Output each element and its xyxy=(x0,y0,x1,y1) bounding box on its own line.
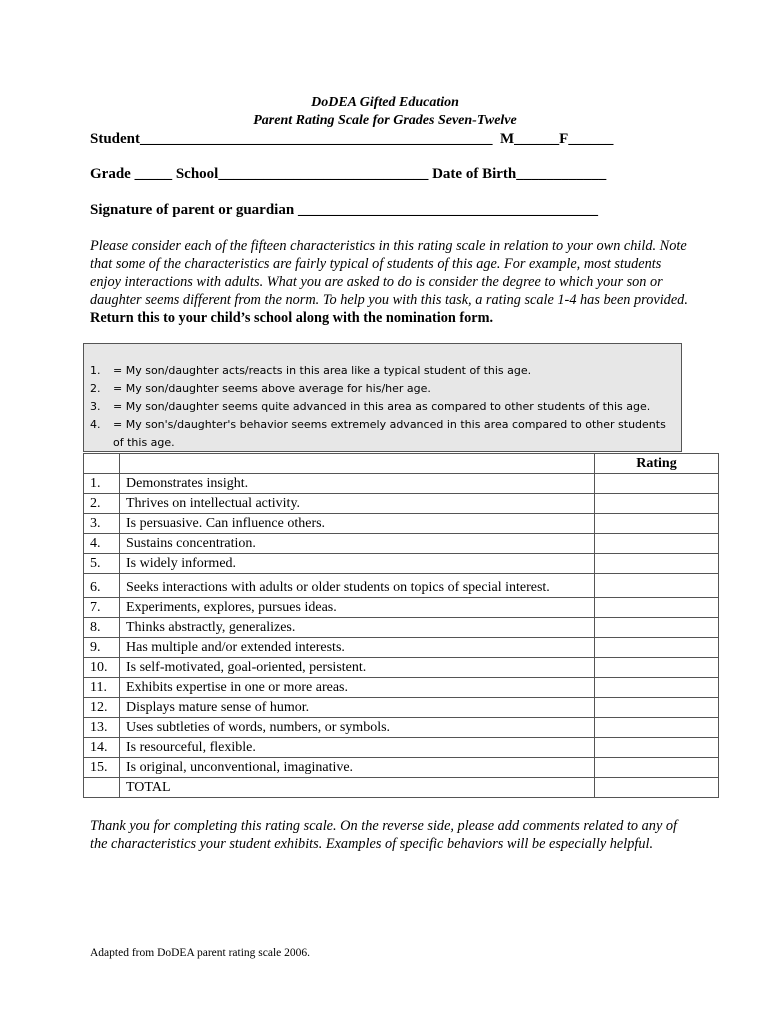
item-text: Thrives on intellectual activity. xyxy=(120,494,595,514)
item-number: 10. xyxy=(84,658,120,678)
total-label: TOTAL xyxy=(120,778,595,798)
scale-number: 3. xyxy=(90,400,101,413)
item-text: Demonstrates insight. xyxy=(120,474,595,494)
scale-number: 2. xyxy=(90,382,101,395)
item-text: Is resourceful, flexible. xyxy=(120,738,595,758)
scale-description: = My son/daughter seems above average for his/her age. xyxy=(113,382,431,395)
page-subtitle: Parent Rating Scale for Grades Seven-Twelve xyxy=(253,113,517,128)
item-number: 15. xyxy=(84,758,120,778)
rating-cell[interactable] xyxy=(595,598,719,618)
rating-cell[interactable] xyxy=(595,554,719,574)
closing-note: Thank you for completing this rating scale. On the reverse side, please add comments related to any of the characteristics your student exhibits. Examples of specific behaviors will be especially helpful. xyxy=(90,818,677,852)
table-row xyxy=(84,494,719,514)
scale-description: = My son's/daughter's behavior seems extremely advanced in this area compared to other students of this age. xyxy=(113,418,666,449)
header-item-cell xyxy=(120,454,595,474)
header-num-cell xyxy=(84,454,120,474)
item-text: Uses subtleties of words, numbers, or symbols. xyxy=(120,718,595,738)
item-number: 2. xyxy=(84,494,120,514)
item-number: 12. xyxy=(84,698,120,718)
item-text: Exhibits expertise in one or more areas. xyxy=(120,678,595,698)
rating-cell[interactable] xyxy=(595,698,719,718)
table-row xyxy=(84,534,719,554)
scale-number: 4. xyxy=(90,418,101,431)
item-text: Is self-motivated, goal-oriented, persistent. xyxy=(120,658,595,678)
table-row xyxy=(84,658,719,678)
item-number: 5. xyxy=(84,554,120,574)
item-number: 6. xyxy=(84,574,120,598)
instructions xyxy=(90,237,690,327)
rating-cell[interactable] xyxy=(595,534,719,554)
item-number: 8. xyxy=(84,618,120,638)
rating-cell[interactable] xyxy=(595,658,719,678)
rating-cell[interactable] xyxy=(595,618,719,638)
rating-cell[interactable] xyxy=(595,758,719,778)
table-row xyxy=(84,638,719,658)
student-field[interactable]: Student_______________________________________________ M______F______ xyxy=(90,131,614,147)
table-row xyxy=(84,678,719,698)
scale-number: 1. xyxy=(90,364,101,377)
rating-table xyxy=(83,453,719,798)
item-number: 4. xyxy=(84,534,120,554)
item-number: 13. xyxy=(84,718,120,738)
item-number: 7. xyxy=(84,598,120,618)
rating-cell[interactable] xyxy=(595,718,719,738)
table-row xyxy=(84,514,719,534)
scale-description: = My son/daughter acts/reacts in this area like a typical student of this age. xyxy=(113,364,532,377)
table-row xyxy=(84,574,719,598)
table-row xyxy=(84,618,719,638)
rating-cell[interactable] xyxy=(595,494,719,514)
item-text: Is widely informed. xyxy=(120,554,595,574)
item-number: 1. xyxy=(84,474,120,494)
rating-cell[interactable] xyxy=(595,638,719,658)
rating-scale-legend xyxy=(83,343,682,452)
footer-source: Adapted from DoDEA parent rating scale 2006. xyxy=(90,947,311,959)
rating-cell[interactable] xyxy=(595,678,719,698)
item-number: 11. xyxy=(84,678,120,698)
item-text: Thinks abstractly, generalizes. xyxy=(120,618,595,638)
scale-description: = My son/daughter seems quite advanced in this area as compared to other students of this age. xyxy=(113,400,651,413)
item-text: Is original, unconventional, imaginative. xyxy=(120,758,595,778)
total-row xyxy=(84,778,719,798)
table-row xyxy=(84,718,719,738)
item-text: Experiments, explores, pursues ideas. xyxy=(120,598,595,618)
table-header-row xyxy=(84,454,719,474)
rating-cell[interactable] xyxy=(595,738,719,758)
item-text: Has multiple and/or extended interests. xyxy=(120,638,595,658)
rating-cell[interactable] xyxy=(595,474,719,494)
rating-cell[interactable] xyxy=(595,574,719,598)
table-row xyxy=(84,598,719,618)
item-text: Is persuasive. Can influence others. xyxy=(120,514,595,534)
signature-field[interactable]: Signature of parent or guardian ________________________________________ xyxy=(90,202,598,218)
total-num-cell xyxy=(84,778,120,798)
instructions-return-note: Return this to your child’s school along with the nomination form. xyxy=(90,310,494,326)
item-number: 14. xyxy=(84,738,120,758)
table-row xyxy=(84,738,719,758)
total-rating-cell[interactable] xyxy=(595,778,719,798)
table-row xyxy=(84,758,719,778)
item-text: Seeks interactions with adults or older students on topics of special interest. xyxy=(120,574,595,598)
instructions-text: Please consider each of the fifteen characteristics in this rating scale in relation to your own child. Note that some of the characteristics are fairly typical of students of this age. For example, most students enjoy interactions with adults. What you are asked to do is consider the degree to which your son or daughter seems different from the norm. To help you with this task, a rating scale 1-4 has been provided. xyxy=(90,238,688,308)
table-row xyxy=(84,698,719,718)
rating-cell[interactable] xyxy=(595,514,719,534)
table-row xyxy=(84,474,719,494)
item-text: Displays mature sense of humor. xyxy=(120,698,595,718)
item-number: 3. xyxy=(84,514,120,534)
item-number: 9. xyxy=(84,638,120,658)
rating-column-header: Rating xyxy=(595,454,719,474)
item-text: Sustains concentration. xyxy=(120,534,595,554)
table-row xyxy=(84,554,719,574)
page-title: DoDEA Gifted Education xyxy=(311,95,459,110)
grade-school-dob-field[interactable]: Grade _____ School____________________________ Date of Birth____________ xyxy=(90,166,607,182)
